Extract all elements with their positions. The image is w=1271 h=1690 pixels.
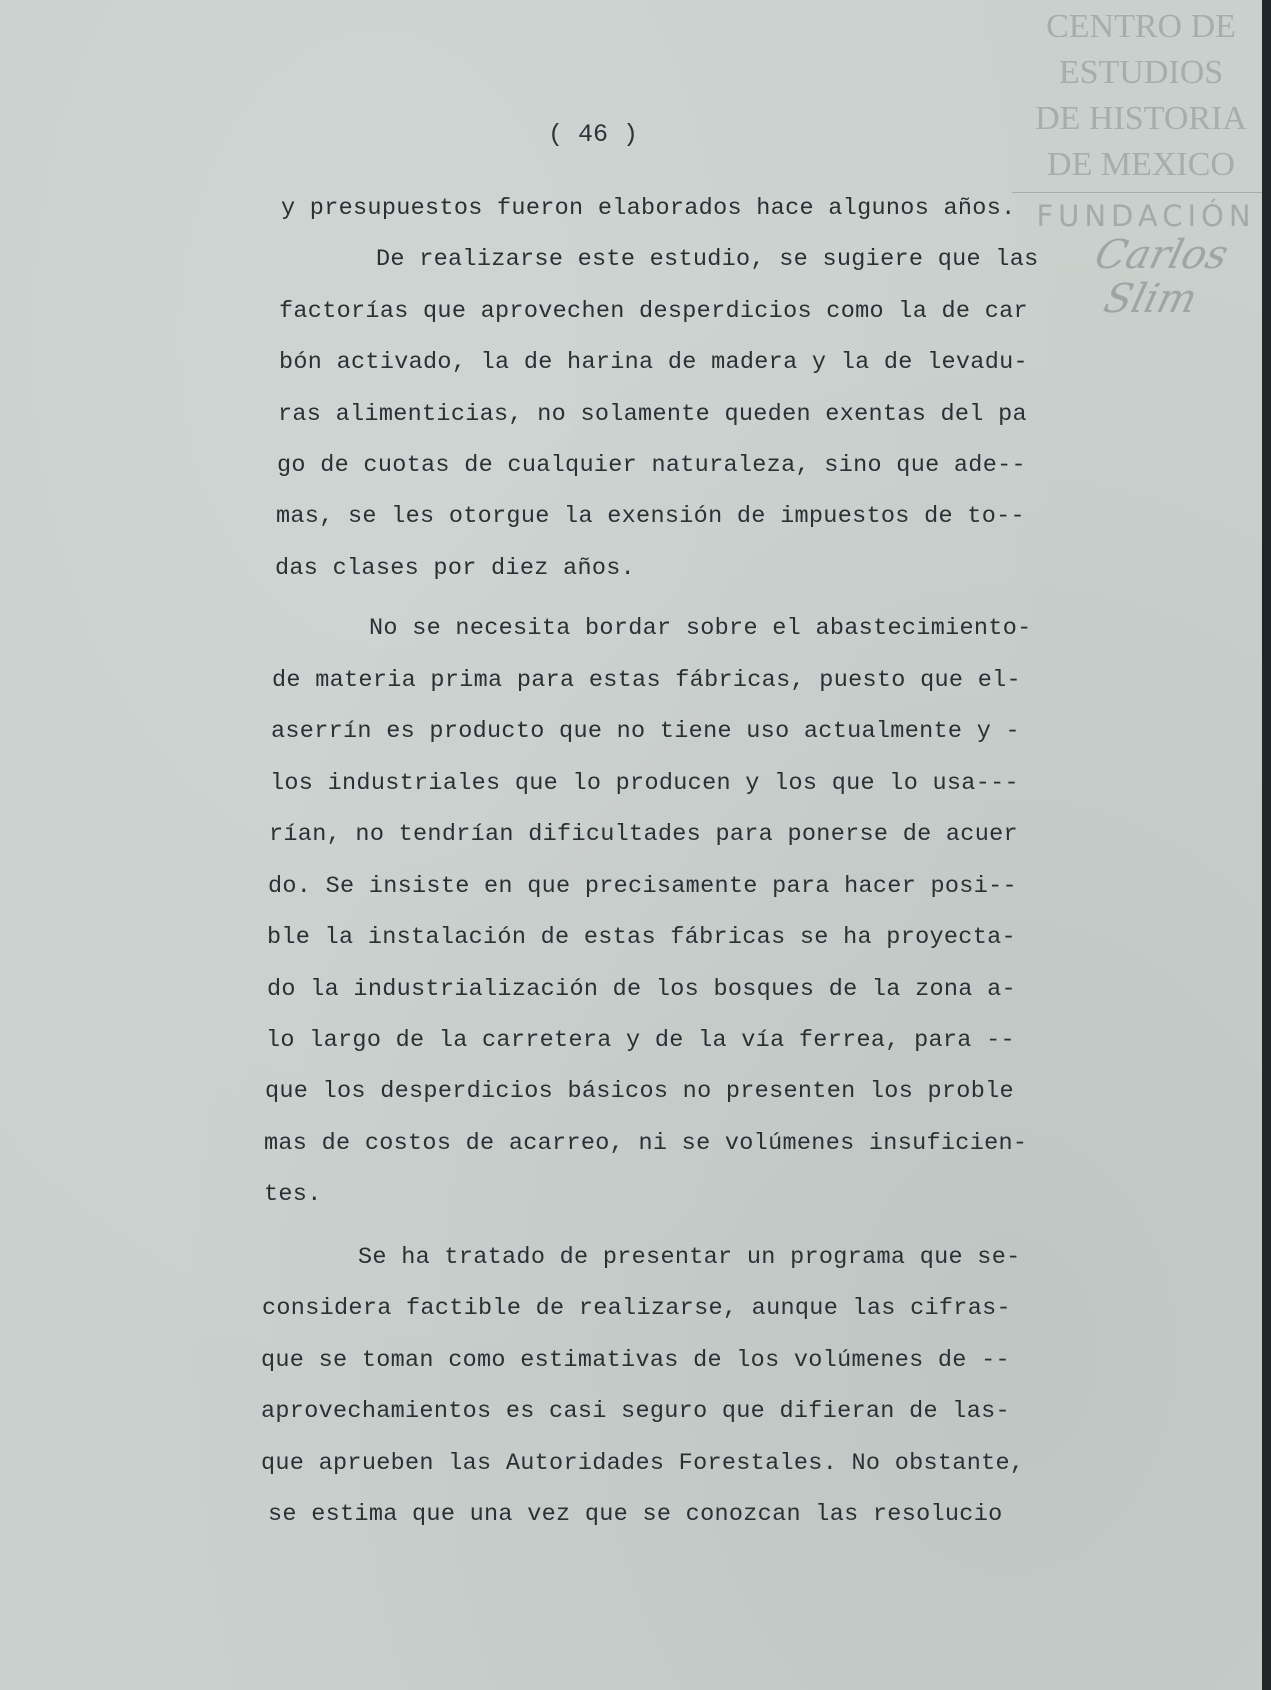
- text-line: considera factible de realizarse, aunque las cifras-: [262, 1295, 1011, 1322]
- watermark-foundation-label: FUNDACIÓN: [1036, 199, 1256, 233]
- watermark-line-3: DE HISTORIA: [1035, 100, 1247, 137]
- text-line: y presupuestos fueron elaborados hace algunos años.: [281, 195, 1016, 222]
- text-line: aprovechamientos es casi seguro que difieran de las-: [261, 1398, 1010, 1425]
- scan-edge-shadow: [1262, 0, 1271, 1690]
- text-line: que aprueben las Autoridades Forestales. No obstante,: [261, 1450, 1025, 1477]
- text-line: ble la instalación de estas fábricas se ha proyecta-: [267, 924, 1016, 951]
- text-line: mas, se les otorgue la exensión de impuestos de to--: [276, 503, 1025, 530]
- text-line: ras alimenticias, no solamente queden exentas del pa: [278, 401, 1027, 428]
- text-line: tes.: [264, 1181, 322, 1208]
- text-line: que se toman como estimativas de los volúmenes de --: [261, 1347, 1010, 1374]
- text-line: bón activado, la de harina de madera y la de levadu-: [279, 349, 1028, 376]
- text-line: los industriales que lo producen y los que lo usa---: [270, 770, 1019, 797]
- text-line: rían, no tendrían dificultades para ponerse de acuer: [269, 821, 1018, 848]
- text-line: No se necesita bordar sobre el abastecimiento-: [369, 615, 1032, 642]
- text-line: do. Se insiste en que precisamente para hacer posi--: [268, 873, 1017, 900]
- watermark-line-2: ESTUDIOS: [1058, 54, 1224, 91]
- watermark-line-4: DE MEXICO: [1047, 146, 1235, 183]
- text-line: se estima que una vez que se conozcan las resolucio: [268, 1501, 1003, 1528]
- text-line: Se ha tratado de presentar un programa que se-: [358, 1244, 1021, 1271]
- text-line: lo largo de la carretera y de la vía ferrea, para --: [266, 1027, 1015, 1054]
- watermark-line-1: CENTRO DE: [1046, 8, 1236, 45]
- text-line: das clases por diez años.: [275, 555, 636, 582]
- text-line: de materia prima para estas fábricas, puesto que el-: [272, 667, 1021, 694]
- text-line: go de cuotas de cualquier naturaleza, sino que ade--: [277, 452, 1026, 479]
- text-line: De realizarse este estudio, se sugiere que las: [376, 246, 1039, 273]
- text-line: mas de costos de acarreo, ni se volúmenes insuficien-: [264, 1130, 1028, 1157]
- watermark-signature: Carlos Slim: [1090, 232, 1233, 322]
- text-line: que los desperdicios básicos no presenten los proble: [265, 1078, 1014, 1105]
- text-line: do la industrialización de los bosques de la zona a-: [267, 976, 1016, 1003]
- text-line: aserrín es producto que no tiene uso actualmente y -: [271, 718, 1020, 745]
- text-line: factorías que aprovechen desperdicios como la de car: [279, 298, 1028, 325]
- page-number: ( 46 ): [548, 120, 639, 149]
